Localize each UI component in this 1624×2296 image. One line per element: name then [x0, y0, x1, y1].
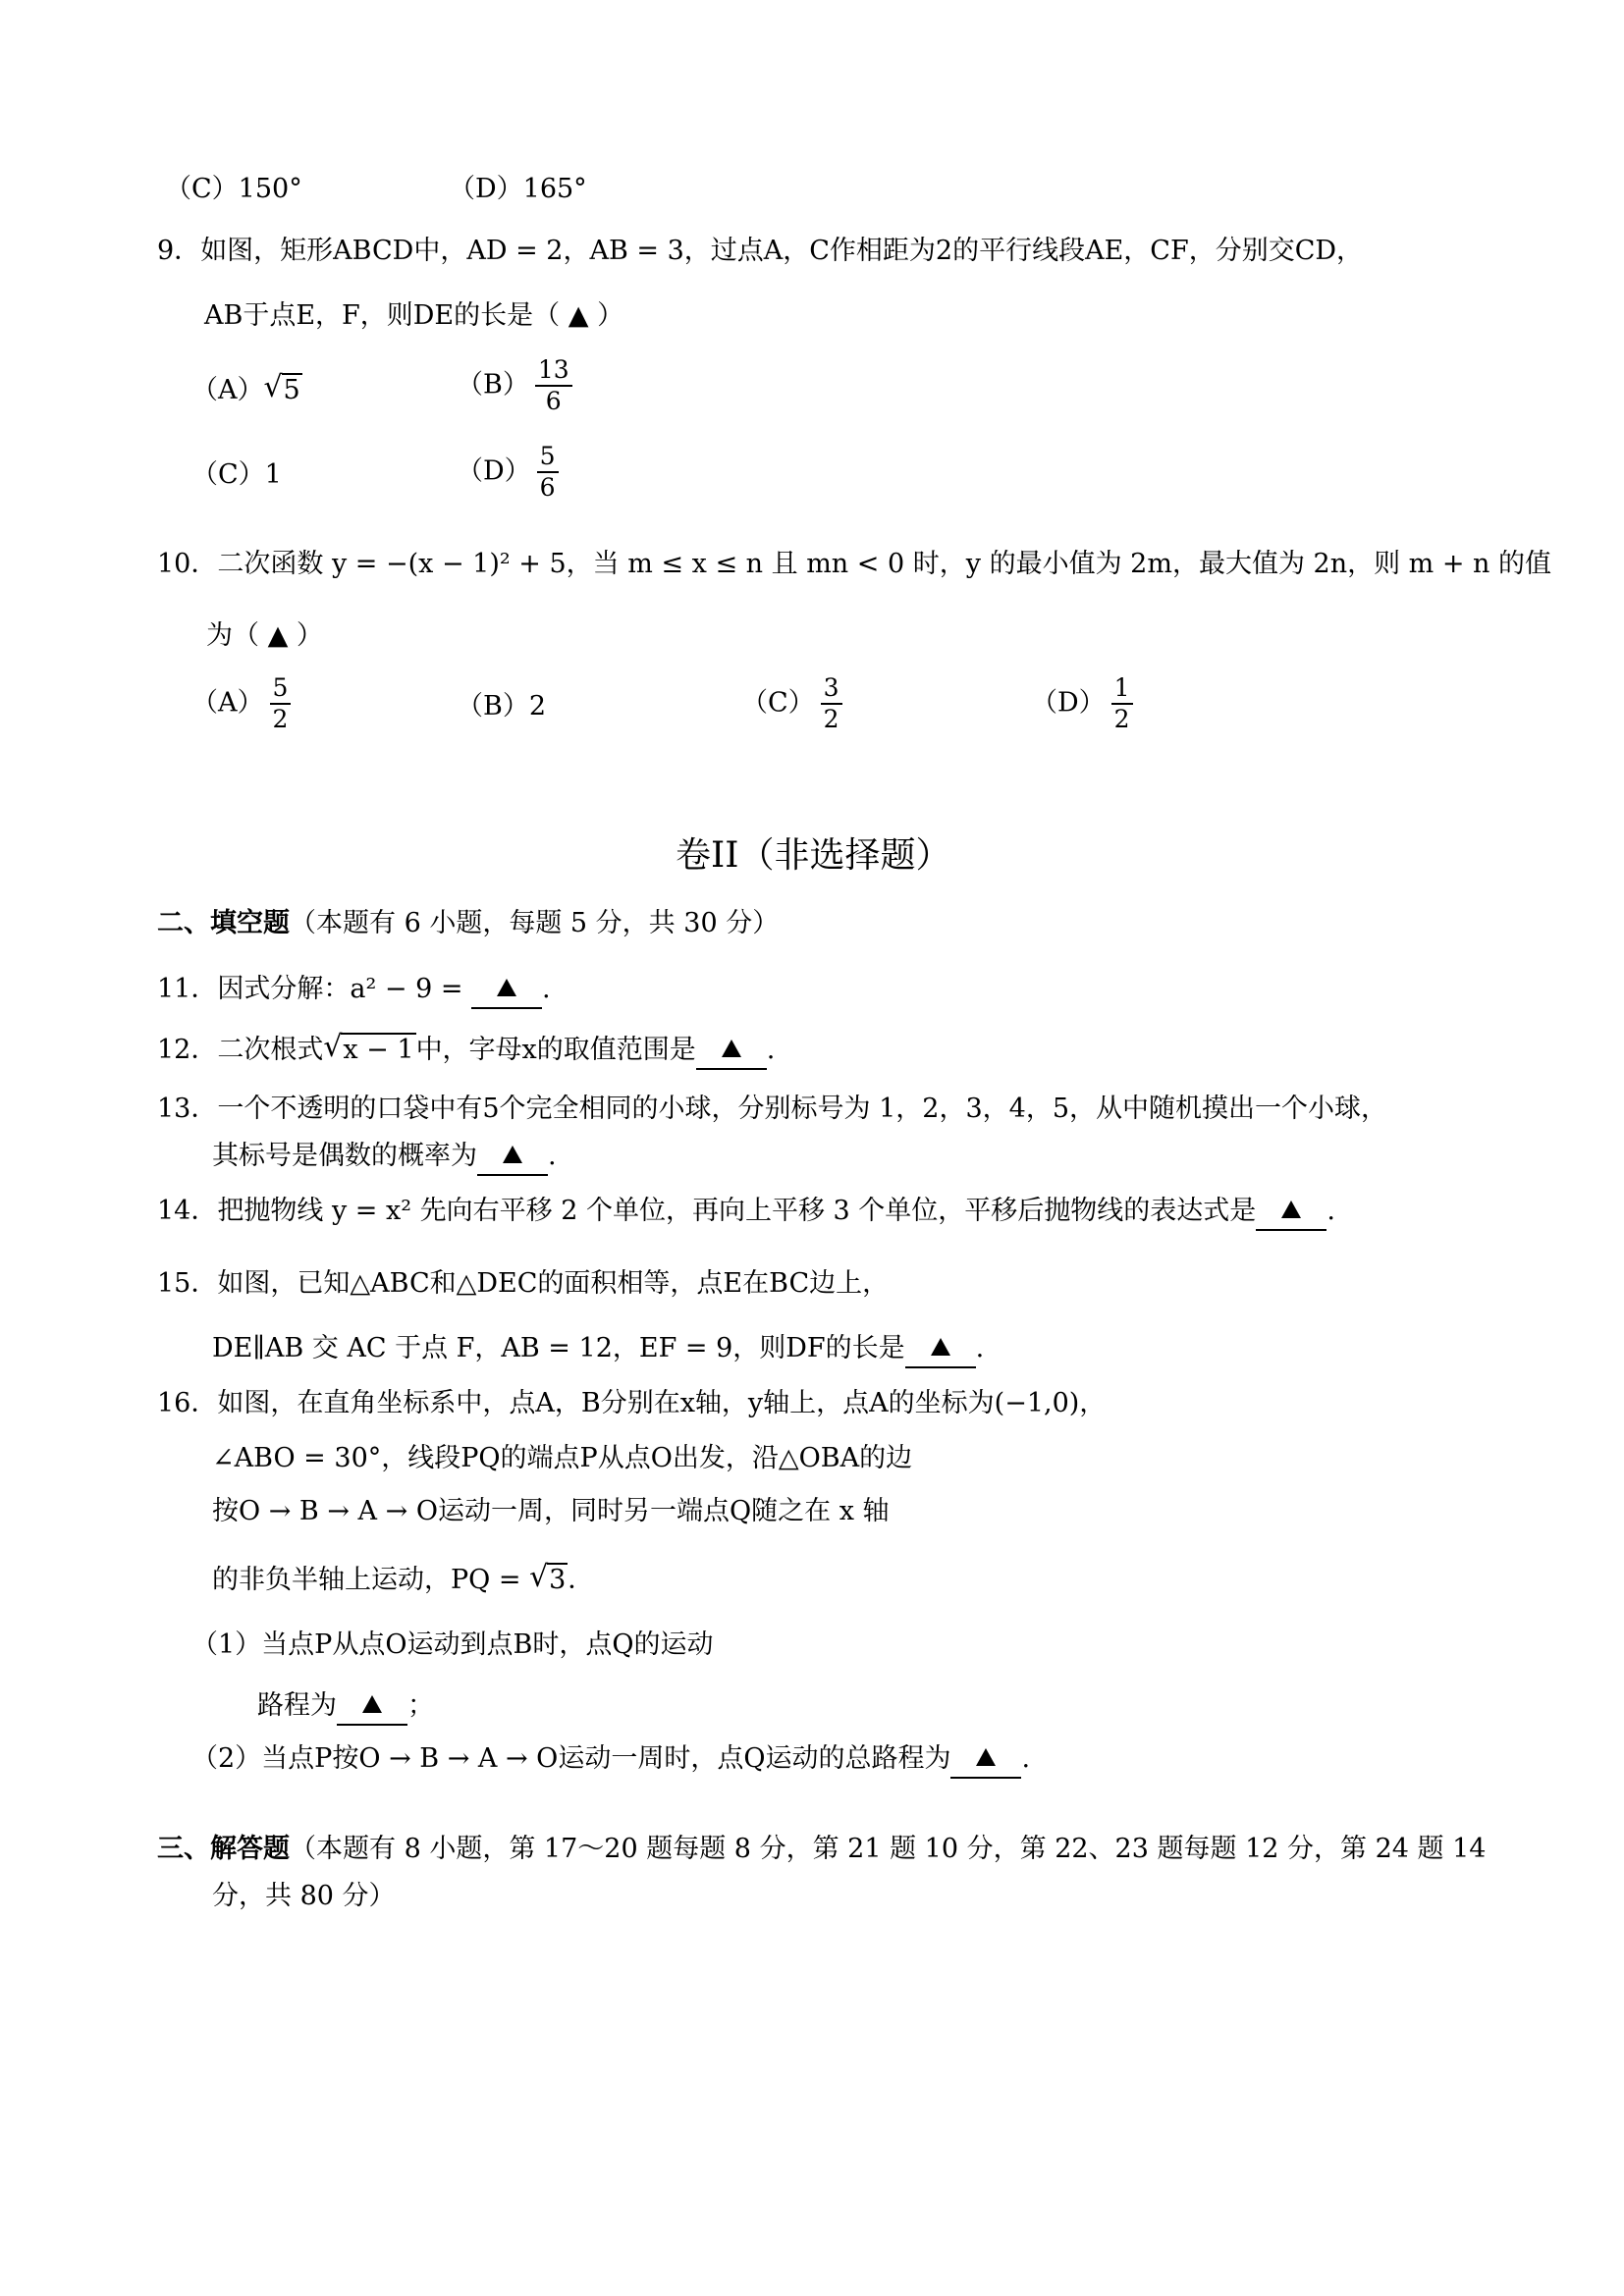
q10-option-c: （C） $\frac{3}{2}$: [741, 673, 842, 734]
q16-line3: 按O → B → A → O运动一周，同时另一端点Q随之在 x 轴: [212, 1496, 890, 1526]
section2-header: [157, 906, 779, 941]
fraction: $\frac{3}{2}$: [821, 673, 842, 734]
q9-line1: [157, 234, 1363, 269]
q10-option-a: （A） $\frac{5}{2}$: [191, 673, 291, 734]
q10-number: 10．: [157, 549, 218, 579]
fraction: $\frac{13}{6}$: [535, 355, 572, 416]
q10-line2: 为（ ▲ ）: [206, 620, 323, 651]
answer-blank[interactable]: [1256, 1194, 1326, 1231]
q13-line1: 13．一个不透明的口袋中有5个完全相同的小球，分别标号为 1，2，3，4，5，从中随机摸出一个小球，: [157, 1094, 1388, 1124]
q16-line2: ∠ABO = 30°，线段PQ的端点P从点O出发，沿△OBA的边: [212, 1443, 913, 1473]
section2-label: 二、填空题: [157, 908, 290, 938]
q9-option-c: （C）1: [191, 459, 282, 490]
answer-blank[interactable]: [905, 1331, 976, 1368]
q16-sub1-line2: 路程为 ；: [257, 1688, 434, 1726]
q15-line2: DE∥AB 交 AC 于点 F，AB = 12，EF = 9，则DF的长是 .: [212, 1331, 984, 1368]
q15-line1: 15．如图，已知△ABC和△DEC的面积相等，点E在BC边上，: [157, 1268, 890, 1299]
q16-sub1-line1: （1）当点P从点O运动到点B时，点Q的运动: [191, 1629, 714, 1660]
sqrt-symbol: √ x − 1: [323, 1033, 415, 1068]
answer-blank[interactable]: [477, 1139, 548, 1176]
fraction: $\frac{1}{2}$: [1111, 673, 1133, 734]
sqrt-symbol: √ 5: [264, 373, 302, 408]
part2-title: 卷II（非选择题）: [676, 835, 951, 876]
answer-blank[interactable]: [337, 1688, 407, 1726]
q14: 14．把抛物线 y = x² 先向右平移 2 个单位，再向上平移 3 个单位，平移后抛物线的表达式是 .: [157, 1194, 1335, 1231]
q8-option-c: （C）150°: [165, 174, 302, 204]
triangle-marker-icon: [722, 1040, 741, 1057]
fraction: $\frac{5}{6}$: [537, 442, 559, 503]
q9-option-a: （A）√ 5: [191, 373, 302, 408]
section3-header-line1: [157, 1832, 1486, 1867]
q11: 11．因式分解：a² − 9 = .: [157, 972, 551, 1009]
q9-line2: AB于点E，F，则DE的长是（ ▲ ）: [204, 300, 624, 331]
triangle-marker-icon: [362, 1695, 382, 1713]
q10-option-b: （B）2: [457, 691, 547, 721]
triangle-marker-icon: [497, 979, 516, 996]
q16-sub2: （2）当点P按O → B → A → O运动一周时，点Q运动的总路程为 .: [191, 1741, 1030, 1779]
q10-line1: [157, 547, 1551, 582]
triangle-marker-icon: [1281, 1201, 1301, 1218]
sqrt-symbol: √ 3: [529, 1563, 568, 1598]
answer-blank[interactable]: [950, 1741, 1021, 1779]
q10-option-d: （D） $\frac{1}{2}$: [1031, 673, 1133, 734]
q16-line4: 的非负半轴上运动，PQ = √ 3．: [212, 1563, 594, 1598]
answer-blank[interactable]: [696, 1033, 767, 1070]
section3-note-1: （本题有 8 小题，第 17～20 题每题 8 分，第 21 题 10 分，第 22、23 题每题 12 分，第 24 题 14: [290, 1834, 1487, 1864]
answer-blank[interactable]: [471, 972, 542, 1009]
q13-line2: 其标号是偶数的概率为 .: [212, 1139, 557, 1176]
q8-option-d: （D）165°: [449, 174, 587, 204]
q9-text-1: 如图，矩形ABCD中，AD = 2，AB = 3，过点A，C作相距为2的平行线段AE，CF，分别交CD，: [200, 236, 1363, 266]
q9-option-d: （D） $\frac{5}{6}$: [457, 442, 559, 503]
triangle-marker-icon: [931, 1338, 950, 1356]
q10-text-1: 二次函数 y = −(x − 1)² + 5，当 m ≤ x ≤ n 且 mn < 0 时，y 的最小值为 2m，最大值为 2n，则 m + n 的值: [217, 549, 1552, 579]
q12: 12．二次根式√ x − 1中，字母x的取值范围是 .: [157, 1033, 775, 1070]
fraction: $\frac{5}{2}$: [270, 673, 292, 734]
q9-option-b: （B） $\frac{13}{6}$: [457, 355, 572, 416]
q16-line1: 16．如图，在直角坐标系中，点A，B分别在x轴，y轴上，点A的坐标为(−1,0)，: [157, 1388, 1107, 1418]
section3-header-line2: 分，共 80 分）: [212, 1881, 396, 1911]
triangle-marker-icon: [976, 1748, 996, 1766]
q9-number: 9．: [157, 236, 201, 266]
triangle-marker-icon: [503, 1146, 522, 1163]
section3-label: 三、解答题: [157, 1834, 290, 1864]
section2-note: （本题有 6 小题，每题 5 分，共 30 分）: [290, 908, 780, 938]
